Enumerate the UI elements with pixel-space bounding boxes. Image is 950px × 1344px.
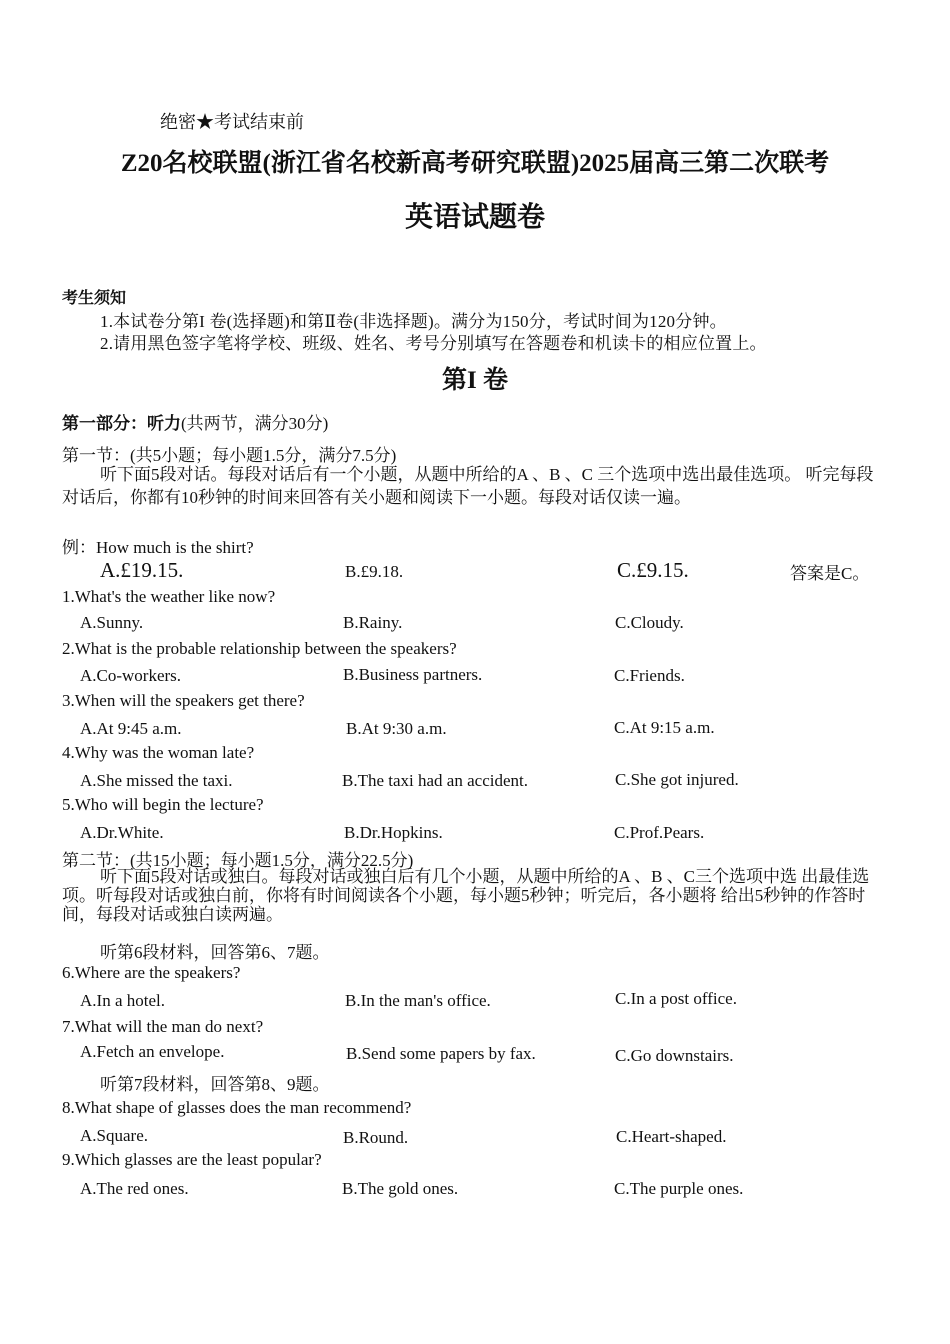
option-a: A.She missed the taxi.: [80, 771, 233, 790]
option-b: B.The taxi had an accident.: [342, 771, 528, 790]
section2-instructions: 听下面5段对话或独白。每段对话或独白后有几个小题，从题中所给的A 、B 、C三个选项中选 出最佳选项。听每段对话或独白前，你将有时间阅读各个小题，每小题5秒钟；听完后，各小题将 给出5秒钟的作答时间，每段对话或独白读两遍。: [62, 867, 870, 924]
option-a: A.At 9:45 a.m.: [80, 719, 182, 738]
confidential-label: 绝密★考试结束前: [160, 112, 304, 132]
material-note: 听第7段材料，回答第8、9题。: [100, 1075, 330, 1094]
example-answer: 答案是C。: [790, 564, 870, 583]
option-c: C.Heart-shaped.: [616, 1127, 727, 1146]
option-c: C.She got injured.: [615, 770, 739, 789]
option-c: C.At 9:15 a.m.: [614, 718, 715, 737]
question-text: 4.Why was the woman late?: [62, 743, 255, 762]
option-a: A.The red ones.: [80, 1179, 189, 1198]
example-option-a: A.£19.15.: [100, 558, 184, 582]
exam-subtitle: 英语试题卷: [404, 202, 545, 233]
section1-instructions: 听下面5段对话。每段对话后有一个小题，从题中所给的A 、B 、C 三个选项中选出最佳选项。 听完每段对话后，你都有10秒钟的时间来回答有关小题和阅读下一小题。每段对话仅读一遍。: [62, 465, 874, 507]
notice-item: 1.本试卷分第I 卷(选择题)和第Ⅱ卷(非选择题)。满分为150分，考试时间为120分钟。: [100, 312, 727, 331]
example-option-c: C.£9.15.: [617, 558, 689, 582]
question-text: 2.What is the probable relationship between the speakers?: [62, 639, 457, 658]
option-a: A.Square.: [80, 1126, 148, 1145]
option-c: C.Friends.: [614, 666, 685, 685]
material-note: 听第6段材料，回答第6、7题。: [100, 943, 330, 962]
notice-heading: 考生须知: [62, 290, 127, 307]
notice-item: 2.请用黑色签字笔将学校、班级、姓名、考号分别填写在答题卷和机读卡的相应位置上。: [100, 334, 767, 353]
option-c: C.Cloudy.: [615, 613, 684, 632]
option-c: C.The purple ones.: [614, 1179, 744, 1198]
question-text: 5.Who will begin the lecture?: [62, 795, 264, 814]
exam-title: Z20名校联盟(浙江省名校新高考研究联盟)2025届高三第二次联考: [120, 150, 830, 177]
part1-heading: [62, 409, 328, 434]
question-text: 8.What shape of glasses does the man recommend?: [62, 1098, 412, 1117]
volume-title: 第I 卷: [442, 367, 508, 394]
option-b: B.In the man's office.: [345, 991, 491, 1010]
option-b: B.Business partners.: [343, 665, 483, 684]
question-text: 1.What's the weather like now?: [62, 587, 276, 606]
option-c: C.In a post office.: [615, 989, 737, 1008]
example-question: 例：How much is the shirt?: [62, 538, 254, 557]
option-b: B.Dr.Hopkins.: [344, 823, 443, 842]
option-a: A.Sunny.: [80, 613, 144, 632]
option-a: A.Co-workers.: [80, 666, 182, 685]
question-text: 7.What will the man do next?: [62, 1017, 264, 1036]
option-b: B.Rainy.: [343, 613, 403, 632]
part1-note: (共两节，满分30分): [181, 414, 329, 433]
section1-heading: 第一节：(共5小题；每小题1.5分，满分7.5分): [62, 446, 397, 465]
example-option-b: B.£9.18.: [345, 562, 404, 581]
option-c: C.Prof.Pears.: [614, 823, 705, 842]
option-c: C.Go downstairs.: [615, 1046, 734, 1065]
option-b: B.At 9:30 a.m.: [346, 719, 447, 738]
question-text: 3.When will the speakers get there?: [62, 691, 305, 710]
option-a: A.Fetch an envelope.: [80, 1042, 225, 1061]
option-b: B.The gold ones.: [342, 1179, 459, 1198]
question-text: 9.Which glasses are the least popular?: [62, 1150, 322, 1169]
option-b: B.Round.: [343, 1128, 409, 1147]
option-b: B.Send some papers by fax.: [346, 1044, 536, 1063]
section2-heading: 第二节：(共15小题；每小题1.5分，满分22.5分): [62, 851, 414, 870]
question-text: 6.Where are the speakers?: [62, 963, 241, 982]
option-a: A.Dr.White.: [80, 823, 164, 842]
part1-title: 第一部分：听力: [62, 414, 181, 433]
option-a: A.In a hotel.: [80, 991, 165, 1010]
